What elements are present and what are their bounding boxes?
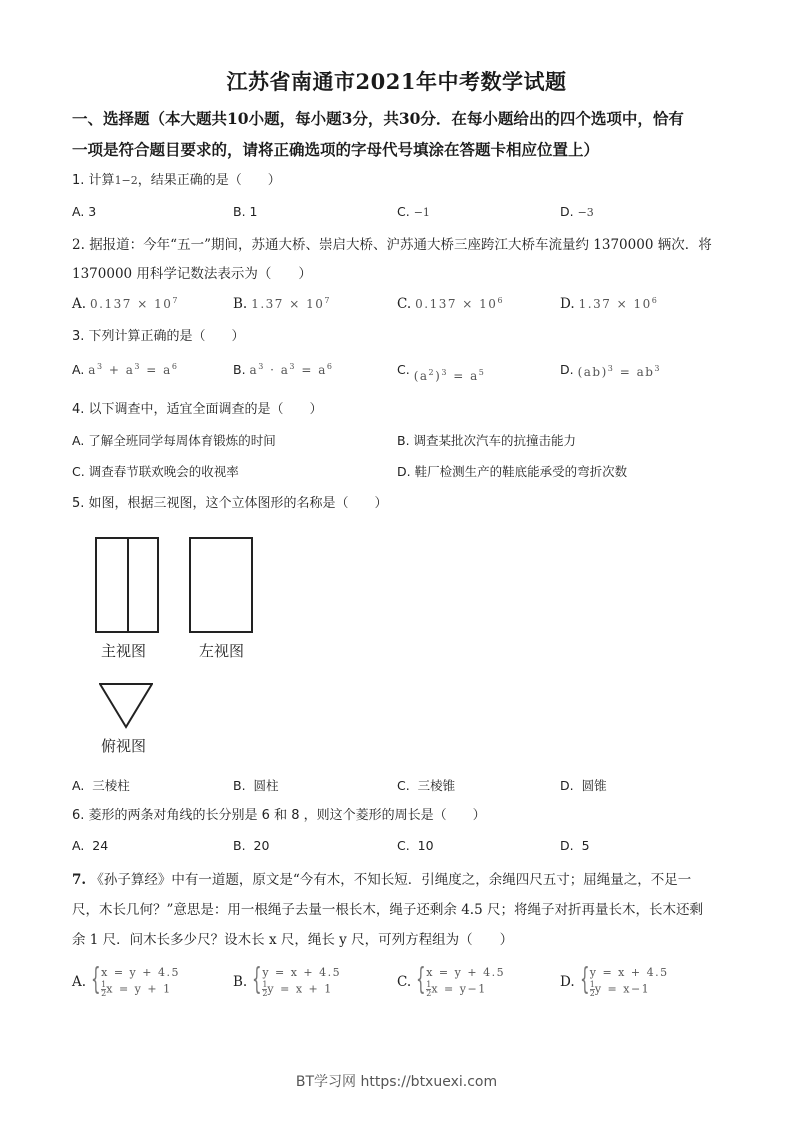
q3-option-a[interactable]: A. $a^3 + a^3 = a^6$ bbox=[72, 362, 179, 377]
three-view-figure bbox=[95, 537, 275, 762]
q7-option-d[interactable]: D. { y = x + 4.5 $\frac{1}{2}y = x-1$ bbox=[560, 962, 669, 998]
equation-system: { x = y + 4.5 $\frac{1}{2}x = y-1$ bbox=[416, 962, 506, 998]
equation-system: { x = y + 4.5 $\frac{1}{2}x = y + 1$ bbox=[91, 962, 180, 998]
fraction-one-half: $\frac{1}{2}$ bbox=[589, 980, 595, 998]
question-7-line-3: 余 1 尺．问木长多少尺？设木长 x 尺，绳长 y 尺，可列方程组为（ ） bbox=[72, 932, 514, 948]
question-4: 4. 以下调查中，适宜全面调查的是（ ） bbox=[72, 402, 323, 417]
q7-option-c[interactable]: C. { x = y + 4.5 $\frac{1}{2}x = y-1$ bbox=[397, 962, 506, 998]
q7-option-a[interactable]: A. { x = y + 4.5 $\frac{1}{2}x = y + 1$ bbox=[72, 962, 180, 998]
page-title: 江苏省南通市2021年中考数学试题 bbox=[226, 69, 567, 94]
equation-system: { y = x + 4.5 $\frac{1}{2}y = x-1$ bbox=[579, 962, 669, 998]
fraction-one-half: $\frac{1}{2}$ bbox=[426, 980, 432, 998]
front-view-center-line bbox=[127, 539, 129, 631]
fraction-one-half: $\frac{1}{2}$ bbox=[101, 980, 107, 998]
top-view-label: 俯视图 bbox=[101, 737, 147, 755]
q2-option-d[interactable]: D. $1.37 \times 10^6$ bbox=[560, 296, 659, 312]
q5-option-d[interactable]: D. 圆锥 bbox=[560, 778, 607, 793]
question-6: 6. 菱形的两条对角线的长分别是 6 和 8 ，则这个菱形的周长是（ ） bbox=[72, 808, 486, 823]
q1-option-d[interactable]: D. −3 bbox=[560, 204, 594, 219]
question-number: 7. bbox=[72, 872, 87, 888]
question-7: 7. 《孙子算经》中有一道题，原文是“今有木，不知长短．引绳度之，余绳四尺五寸；屈绳量之，不足一 bbox=[72, 872, 692, 888]
q6-option-b[interactable]: B. 20 bbox=[233, 838, 270, 853]
question-number: 5. bbox=[72, 496, 85, 511]
question-number: 6. bbox=[72, 808, 85, 823]
question-5: 5. 如图，根据三视图，这个立体图形的名称是（ ） bbox=[72, 496, 388, 511]
q2-option-b[interactable]: B. $1.37 \times 10^7$ bbox=[233, 296, 331, 312]
q6-option-a[interactable]: A. 24 bbox=[72, 838, 109, 853]
q2-option-a[interactable]: A. $0.137 \times 10^7$ bbox=[72, 296, 179, 312]
equation-system: { y = x + 4.5 $\frac{1}{2}y = x + 1$ bbox=[252, 962, 342, 998]
q6-option-c[interactable]: C. 10 bbox=[397, 838, 434, 853]
question-number: 4. bbox=[72, 402, 85, 417]
section-header bbox=[72, 103, 732, 165]
question-1: 1. 计算1−2，结果正确的是（ ） bbox=[72, 173, 281, 188]
q5-option-a[interactable]: A. 三棱柱 bbox=[72, 778, 130, 793]
q7-option-b[interactable]: B. { y = x + 4.5 $\frac{1}{2}y = x + 1$ bbox=[233, 962, 342, 998]
left-view-label: 左视图 bbox=[199, 642, 245, 660]
q4-option-b[interactable]: B. 调查某批次汽车的抗撞击能力 bbox=[397, 433, 577, 448]
q6-option-d[interactable]: D. 5 bbox=[560, 838, 590, 853]
footer-watermark-link[interactable]: BT学习网 https://btxuexi.com bbox=[295, 1074, 498, 1090]
fraction-one-half: $\frac{1}{2}$ bbox=[262, 980, 268, 998]
left-brace-icon: { bbox=[252, 962, 262, 997]
front-view-label: 主视图 bbox=[101, 642, 147, 660]
question-7-line-2: 尺，木长几何？”意思是：用一根绳子去量一根长木，绳子还剩余 4.5 尺；将绳子对折再量长木，长木还剩 bbox=[72, 902, 703, 918]
q1-option-b[interactable]: B. 1 bbox=[233, 204, 258, 219]
section-instructions-line-2: 一项是符合题目要求的，请将正确选项的字母代号填涂在答题卡相应位置上） bbox=[72, 140, 600, 159]
left-brace-icon: { bbox=[416, 962, 426, 997]
left-view-rectangle bbox=[189, 537, 253, 633]
inline-expression: 1−2 bbox=[114, 174, 138, 187]
q5-option-c[interactable]: C. 三棱锥 bbox=[397, 778, 456, 793]
question-number: 3. bbox=[72, 329, 85, 344]
q3-option-d[interactable]: D. $(ab)^3 = ab^3$ bbox=[560, 362, 662, 379]
question-number: 1. bbox=[72, 173, 85, 188]
question-2: 2. 据报道：今年“五一”期间，苏通大桥、崇启大桥、沪苏通大桥三座跨江大桥车流量约 1370000 辆次．将 bbox=[72, 237, 712, 253]
q3-option-b[interactable]: B. $a^3 \cdot a^3 = a^6$ bbox=[233, 362, 334, 377]
q1-option-c[interactable]: C. −1 bbox=[397, 204, 430, 219]
q5-option-b[interactable]: B. 圆柱 bbox=[233, 778, 279, 793]
q4-option-d[interactable]: D. 鞋厂检测生产的鞋底能承受的弯折次数 bbox=[397, 464, 628, 479]
q1-option-a[interactable]: A. 3 bbox=[72, 204, 97, 219]
q4-option-c[interactable]: C. 调查春节联欢晚会的收视率 bbox=[72, 464, 239, 479]
top-view-triangle bbox=[99, 683, 153, 729]
question-3: 3. 下列计算正确的是（ ） bbox=[72, 329, 245, 344]
section-instructions-line-1: 一、选择题（本大题共10小题，每小题3分，共30分．在每小题给出的四个选项中，恰有 bbox=[72, 109, 684, 128]
left-brace-icon: { bbox=[579, 962, 590, 997]
question-2-line-2: 1370000 用科学记数法表示为（ ） bbox=[72, 266, 312, 282]
q3-option-c[interactable]: C. $(a^2)^3 = a^5$ bbox=[397, 362, 486, 383]
q2-option-c[interactable]: C. $0.137 \times 10^6$ bbox=[397, 296, 505, 312]
q4-option-a[interactable]: A. 了解全班同学每周体育锻炼的时间 bbox=[72, 433, 276, 448]
front-view-rectangle bbox=[95, 537, 159, 633]
question-number: 2. bbox=[72, 237, 85, 253]
left-brace-icon: { bbox=[91, 962, 101, 997]
